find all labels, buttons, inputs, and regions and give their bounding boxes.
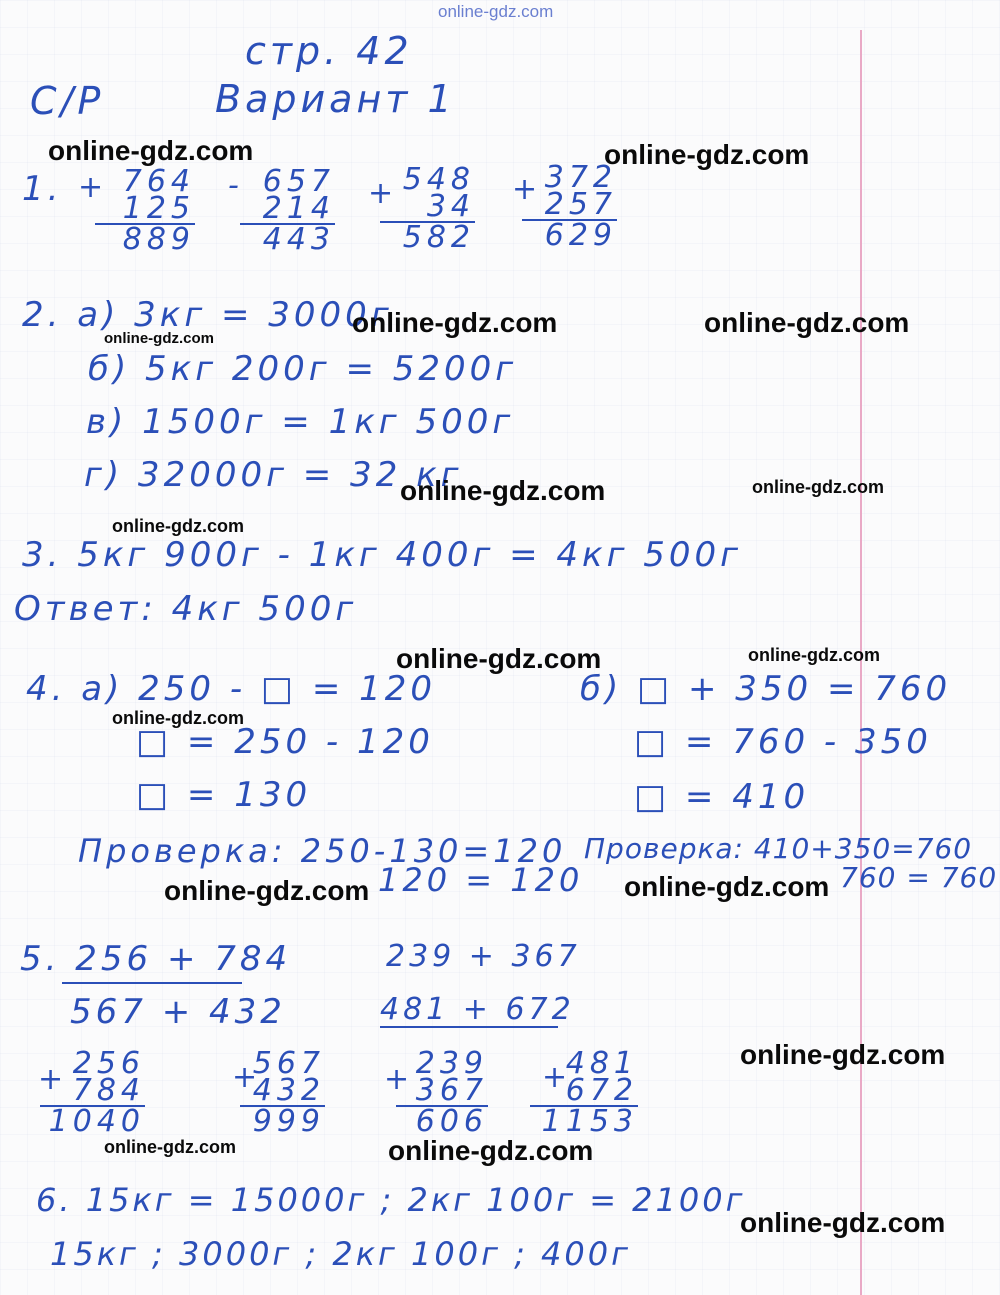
op-result: 999 [252,1104,325,1139]
task5-op2-sign: + [232,1060,258,1095]
watermark: online-gdz.com [704,307,910,338]
task5-op4-sign: + [542,1060,568,1095]
task4a-equation: 4. а) 250 - □ = 120 [26,669,437,709]
op-first: 567 [252,1046,325,1081]
task1-op1-sign: + [78,170,104,205]
task5-fraction1-line [62,982,242,984]
task5-op1 [40,1046,145,1139]
task1-op4-sign: + [512,172,538,207]
watermark: online-gdz.com [740,1039,946,1070]
task1-op2 [240,164,335,257]
task2-a: 2. а) 3кг = 3000г [22,295,393,335]
task4b-result: □ = 410 [634,777,810,817]
op-result: 1153 [541,1104,638,1139]
task1-op1 [95,164,195,257]
op-first: 548 [402,162,475,197]
task5-op1-sign: + [38,1062,64,1097]
op-first: 481 [565,1046,638,1081]
op-first: 372 [544,160,617,195]
task6-line1: 6. 15кг = 15000г ; 2кг 100г = 2100г [36,1181,746,1219]
task4a-result: □ = 130 [136,775,312,815]
task3-answer: Ответ: 4кг 500г [14,589,358,629]
watermark: online-gdz.com [48,135,254,166]
op-second: 125 [122,191,195,226]
op-first: 239 [415,1046,488,1081]
variant-title: Вариант 1 [215,77,456,121]
watermark: online-gdz.com [164,875,370,906]
task2-b: б) 5кг 200г = 5200г [88,349,518,389]
task5-fraction1-top: 5. 256 + 784 [20,939,292,979]
op-second: 672 [565,1073,638,1108]
page-number: стр. 42 [245,29,413,73]
op-first: 256 [72,1046,145,1081]
op-first: 657 [262,164,335,199]
watermark: online-gdz.com [624,871,830,902]
task5-fraction1-bottom: 567 + 432 [70,992,286,1032]
task2-d: г) 32000г = 32 кг [84,455,463,495]
watermark: online-gdz.com [104,330,214,347]
op-result: 582 [402,220,475,255]
task4a-check: Проверка: 250-130=120 [78,832,567,870]
task1-op3-sign: + [368,176,394,211]
watermark: online-gdz.com [400,475,606,506]
op-second: 367 [415,1073,488,1108]
watermark: online-gdz.com [604,139,810,170]
task4a-step: □ = 250 - 120 [136,722,434,762]
op-result: 1040 [48,1104,145,1139]
watermark: online-gdz.com [752,477,884,497]
task4b-check-result: 760 = 760 [840,861,998,894]
op-result: 443 [262,222,335,257]
watermark: online-gdz.com [748,645,880,665]
watermark: online-gdz.com [112,708,244,728]
op-first: 764 [122,164,195,199]
op-second: 432 [252,1073,325,1108]
watermark: online-gdz.com [740,1207,946,1238]
task4b-check: Проверка: 410+350=760 [584,832,973,865]
task2-c: в) 1500г = 1кг 500г [86,402,515,442]
op-result: 629 [544,218,617,253]
watermark: online-gdz.com [388,1135,594,1166]
task6-line2: 15кг ; 3000г ; 2кг 100г ; 400г [50,1235,631,1273]
task1-op2-sign: - [228,168,239,203]
op-second: 784 [72,1073,145,1108]
task5-op3-sign: + [384,1062,410,1097]
op-second: 257 [544,187,617,222]
task5-fraction2-top: 239 + 367 [386,939,581,974]
task1-op4 [522,160,617,253]
work-type: С/Р [30,79,105,123]
op-result: 606 [415,1104,488,1139]
watermark: online-gdz.com [104,1137,236,1157]
task4b-equation: б) □ + 350 = 760 [580,669,952,709]
task5-op4 [530,1046,638,1139]
watermark: online-gdz.com [352,307,558,338]
task5-fraction2-underline [380,1026,558,1028]
task3-expression: 3. 5кг 900г - 1кг 400г = 4кг 500г [22,535,743,575]
task1-op3 [380,162,475,255]
task5-op3 [396,1046,488,1139]
task5-fraction2-bottom: 481 + 672 [380,992,575,1027]
op-result: 889 [122,222,195,257]
watermark: online-gdz.com [396,643,602,674]
op-second: 214 [262,191,335,226]
task5-op2 [240,1046,325,1139]
watermark: online-gdz.com [112,516,244,536]
watermark-top: online-gdz.com [438,2,554,21]
task4a-check-result: 120 = 120 [378,861,584,899]
task4b-step: □ = 760 - 350 [634,722,932,762]
op-second: 34 [426,189,475,224]
task1-label: 1. [22,169,63,209]
